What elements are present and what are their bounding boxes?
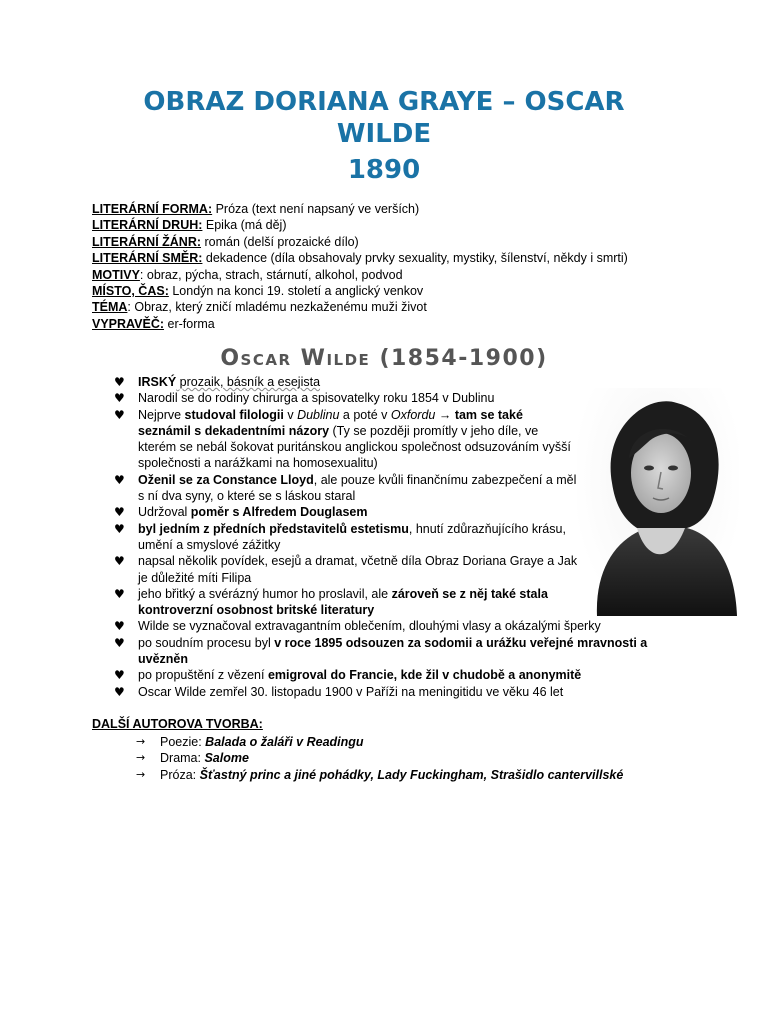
- heart-icon: ♥: [114, 684, 125, 699]
- item-text: prozaik, básník a esejista: [176, 375, 321, 389]
- meta-label: LITERÁRNÍ FORMA:: [92, 202, 213, 216]
- italic-text: Oxfordu: [390, 407, 436, 422]
- work-category: Drama:: [160, 751, 205, 766]
- item-text: Udržoval: [138, 505, 191, 520]
- meta-value: Londýn na konci 19. století a anglický venkov: [168, 284, 424, 299]
- arrow-right-icon: →: [136, 751, 146, 765]
- item-text: Narodil se do rodiny chirurga a spisovatelky roku 1854 v Dublinu: [138, 391, 495, 406]
- author-portrait: [577, 388, 739, 616]
- list-item: [136, 734, 623, 750]
- meta-label: MÍSTO, ČAS:: [92, 284, 169, 299]
- work-category: Poezie:: [160, 735, 206, 749]
- work-category: Próza:: [160, 767, 200, 782]
- list-item: [114, 407, 578, 472]
- item-text: jeho břitký a svérázný humor ho proslavil, ale: [138, 586, 392, 601]
- heart-icon: ♥: [114, 375, 125, 389]
- item-text: a poté v: [339, 407, 391, 422]
- meta-value: Próza (text není napsaný ve verších): [212, 202, 420, 216]
- list-item: [114, 553, 578, 586]
- meta-value: : obraz, pýcha, strach, stárnutí, alkohol, podvod: [139, 267, 403, 282]
- meta-label: MOTIVY: [92, 267, 140, 282]
- item-text: Wilde se vyznačoval extravagantním oblečením, dlouhými vlasy a okázalými šperky: [138, 619, 601, 634]
- item-text: (Ty se později promítly v jeho díle, ve kterém se nebál šokovat puritánskou anglickou společnost odsuzováním vyšší společnosti a narážkami na homosexualitu): [138, 423, 571, 471]
- arrow-right-icon: →: [435, 407, 455, 422]
- heart-icon: ♥: [114, 472, 125, 487]
- meta-row: [92, 234, 628, 250]
- list-item: [114, 667, 654, 683]
- list-item: [136, 750, 623, 766]
- arrow-right-icon: →: [136, 767, 146, 781]
- item-text: Nejprve: [138, 407, 185, 422]
- heart-icon: ♥: [114, 505, 125, 520]
- list-item: [114, 635, 654, 668]
- bold-text: zároveň se z něj také stala kontroverzní osobnost britské literatury: [138, 586, 548, 618]
- meta-row: [92, 283, 628, 299]
- meta-value: román (delší prozaické dílo): [201, 234, 359, 249]
- bold-text: byl jedním z předních představitelů estetismu: [138, 521, 409, 536]
- bold-text: emigroval do Francie, kde žil v chudobě a anonymitě: [267, 668, 582, 683]
- list-item: [114, 521, 578, 554]
- work-titles: Balada o žaláři v Readingu: [205, 735, 364, 749]
- list-item: [114, 504, 654, 520]
- list-item: [114, 390, 654, 406]
- work-titles: Salome: [204, 751, 249, 766]
- list-item: [114, 374, 654, 390]
- document-title: [100, 86, 668, 186]
- heart-icon: ♥: [114, 586, 125, 601]
- bold-text: v roce 1895 odsouzen za sodomii a urážku veřejné mravnosti a uvězněn: [138, 635, 648, 667]
- works-heading: DALŠÍ AUTOROVA TVORBA:: [92, 717, 263, 731]
- item-text: po soudním procesu byl: [138, 635, 275, 650]
- meta-row: [92, 299, 628, 315]
- meta-label: LITERÁRNÍ SMĚR:: [92, 251, 203, 266]
- title-text: OBRAZ DORIANA GRAYE – OSCAR WILDE: [143, 87, 625, 149]
- heart-icon: ♥: [114, 391, 125, 406]
- meta-row: [92, 267, 628, 283]
- meta-label: LITERÁRNÍ ŽÁNR:: [92, 234, 202, 249]
- title-year: 1890: [347, 155, 421, 185]
- item-text: napsal několik povídek, esejů a dramat, včetně díla Obraz Doriana Graye a Jak je důležité míti Filipa: [138, 554, 578, 585]
- meta-label: TÉMA: [92, 300, 128, 315]
- bold-text: Oženil se za Constance Lloyd: [138, 472, 314, 487]
- heart-icon: ♥: [114, 668, 125, 683]
- list-item: [136, 767, 623, 783]
- meta-value: : Obraz, který zničí mladému nezkaženému muži život: [127, 300, 427, 315]
- bold-text: tam se také seznámil s dekadentními názory: [138, 407, 523, 438]
- meta-row: [92, 250, 628, 266]
- meta-value: Epika (má děj): [202, 218, 287, 233]
- biography-list: [114, 374, 654, 700]
- literary-metadata: [92, 201, 628, 332]
- item-text: , ale pouze kvůli finančnímu zabezpečení a měl s ní dva syny, o které se s láskou staral: [138, 472, 577, 504]
- works-list: [136, 734, 623, 783]
- item-text: , hnutí zdůrazňujícího krásu, umění a smyslové zážitky: [138, 521, 566, 552]
- meta-label: LITERÁRNÍ DRUH:: [92, 218, 203, 233]
- italic-text: Dublinu: [297, 407, 340, 422]
- portrait-image: [577, 388, 739, 616]
- arrow-right-icon: →: [136, 735, 146, 748]
- item-text: po propuštění z vězení: [138, 668, 268, 683]
- item-text: Oscar Wilde zemřel 30. listopadu 1900 v Paříži na meningitidu ve věku 46 let: [138, 684, 564, 699]
- heart-icon: ♥: [114, 635, 125, 650]
- heart-icon: ♥: [114, 407, 125, 422]
- list-item: [114, 618, 654, 634]
- heart-icon: ♥: [114, 521, 125, 536]
- heart-icon: ♥: [114, 619, 125, 634]
- work-titles: Šťastný princ a jiné pohádky, Lady Fuckingham, Strašidlo cantervillské: [199, 767, 624, 782]
- meta-value: er-forma: [164, 316, 215, 331]
- bold-text: studoval filologii: [184, 407, 284, 422]
- item-text: v: [283, 407, 298, 422]
- heart-icon: ♥: [114, 554, 125, 569]
- meta-row: [92, 201, 628, 217]
- meta-row: [92, 316, 628, 332]
- meta-row: [92, 217, 628, 233]
- list-item: [114, 586, 578, 619]
- bold-text: poměr s Alfredem Douglasem: [190, 505, 368, 520]
- bold-text: IRSKÝ: [138, 375, 177, 389]
- list-item: [114, 684, 654, 700]
- meta-value: dekadence (díla obsahovaly prvky sexuality, mystiky, šílenství, někdy i smrti): [202, 251, 628, 266]
- meta-label: VYPRAVĚČ:: [92, 316, 165, 331]
- author-heading: Oscar Wilde (1854-1900): [220, 346, 548, 371]
- list-item: [114, 472, 578, 505]
